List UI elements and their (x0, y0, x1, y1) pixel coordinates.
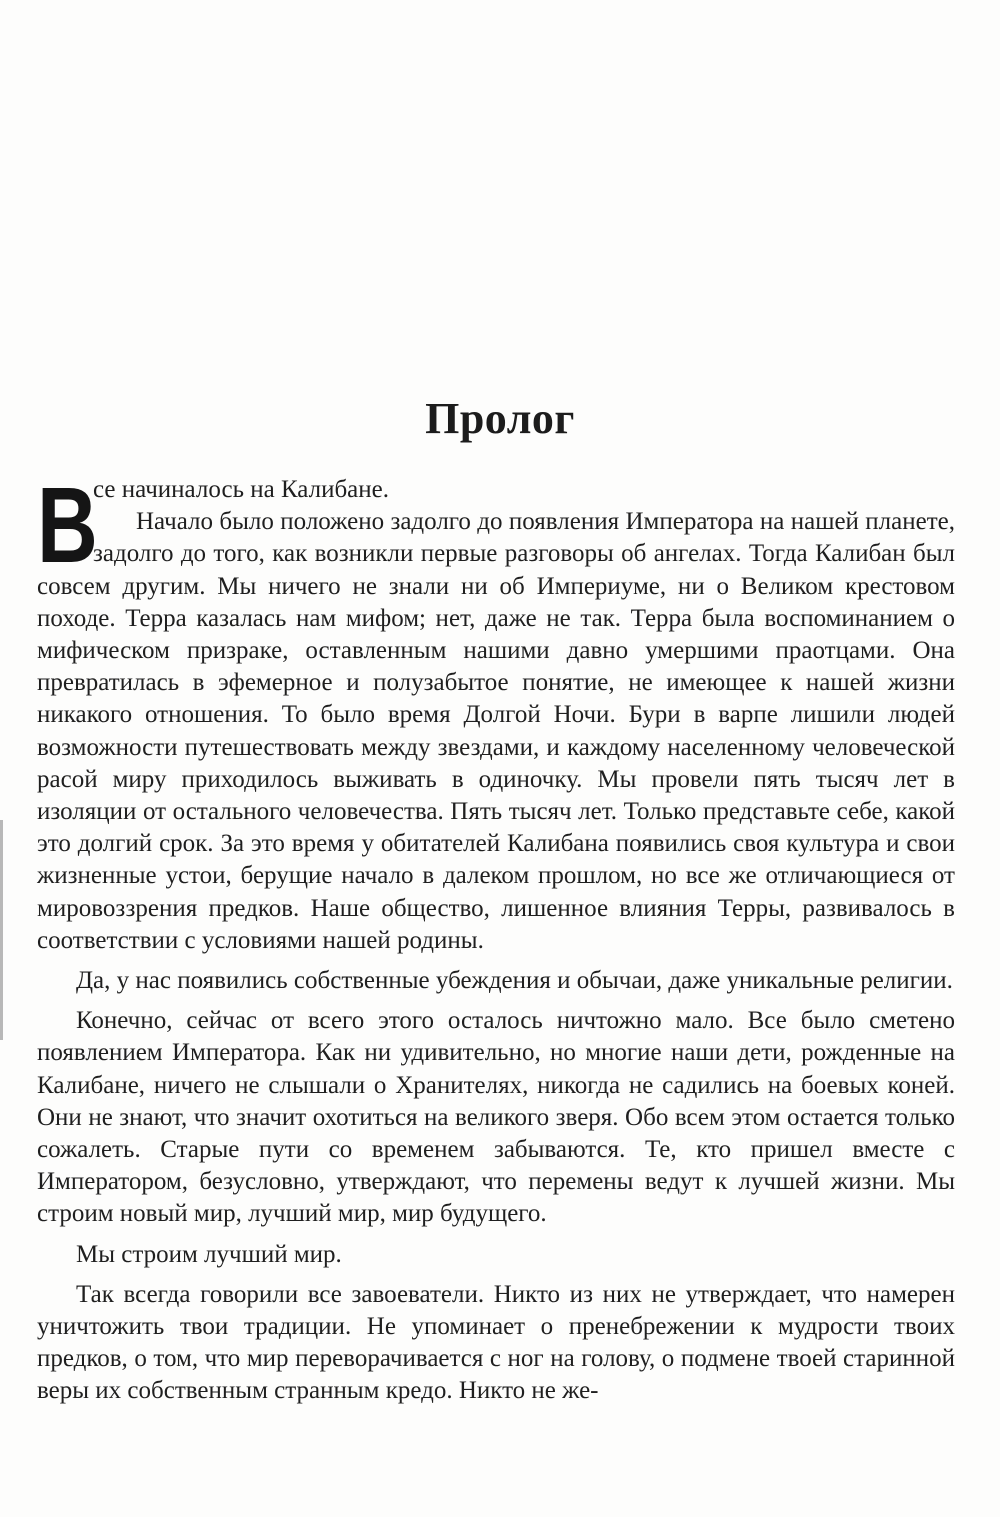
drop-cap-letter: В (37, 464, 98, 585)
chapter-title: Пролог (425, 394, 575, 443)
page-edge-shadow (0, 820, 3, 1040)
paragraph: Конечно, сейчас от всего этого осталось ничтожно мало. Все было сметено появлением Императора. Как ни удивительно, но многие наши дети, рожденные на Калибане, ничего не слышали о Хранителях, никогда не садились на боевых коней. Они не знают, что значит охотиться на великого зверя. Обо всем этом остается только сожалеть. Старые пути со временем забываются. Те, кто пришел вместе с Императором, безусловно, утверждают, что перемены ведут к лучшей жизни. Мы строим новый мир, лучший мир, мир будущего. (37, 1007, 955, 1228)
opening-line (37, 474, 955, 506)
paragraph: Так всегда говорили все завоеватели. Никто из них не утверждает, что намерен уничтожить твои традиции. Не упоминает о пренебрежении к мудрости твоих предков, о том, что мир переворачивается с ног на голову, о подмене твоей старинной веры их собственным странным кредо. Никто не же- (37, 1280, 955, 1405)
paragraph (37, 506, 955, 957)
chapter-body (37, 464, 955, 1408)
paragraph-text: Начало было положено задолго до появления Императора на нашей планете, задолго до того, как возникли первые разговоры об ангелах. Тогда Калибан был совсем другим. Мы ничего не знали ни об Империуме, ни о Великом крестовом походе. Терра казалась нам мифом; нет, даже не так. Терра была воспоминанием о мифическом призраке, оставленным нашими давно умершими праотцами. Она превратилась в эфемерное и полузабытое понятие, не имеющее к нашей жизни никакого отношения. То было время Долгой Ночи. Бури в варпе лишили людей возможности путешествовать между звездами, и каждому населенному человеческой расой миру приходилось выживать в одиночку. Мы провели пять тысяч лет в изоляции от остального человечества. Пять тысяч лет. Только представьте себе, какой это долгий срок. За это время у обитателей Калибана появились своя культура и свои жизненные устои, берущие начало в далеком прошлом, но все же отличающиеся от мировоззрения предков. Наше общество, лишенное влияния Терры, развивалось в соответствии с условиями нашей родины. (37, 508, 955, 954)
paragraph: Да, у нас появились собственные убеждения и обычаи, даже уникальные религии. (76, 967, 953, 995)
opening-line-text: се начиналось на Калибане. (93, 476, 389, 503)
paragraph: Мы строим лучший мир. (76, 1240, 342, 1268)
